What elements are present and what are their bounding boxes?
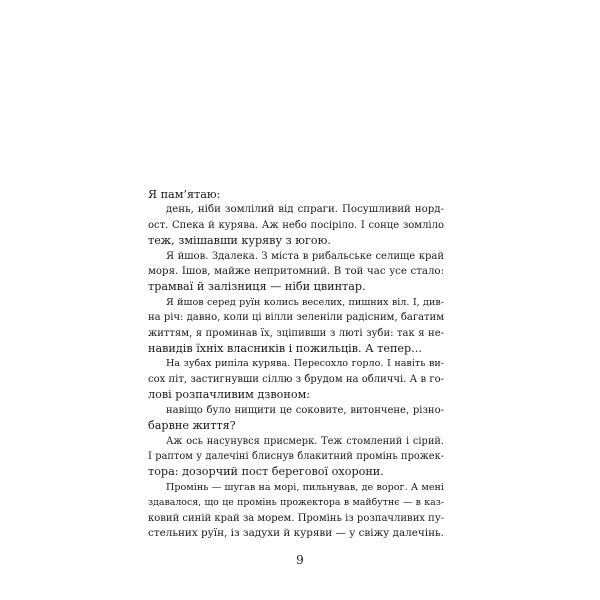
text-line: навидів їхніх власників і пожильців. А тепер... xyxy=(148,342,422,356)
text-line: на річ: давно, коли ці вілли зеленіли радісним, багатим xyxy=(148,312,444,324)
text-line: навіщо було нищити це соковите, витончене, різно- xyxy=(166,404,444,416)
text-line: барвне життя? xyxy=(148,419,236,433)
page-number: 9 xyxy=(296,553,304,567)
text-line: здавалося, що це промінь прожектора в майбутнє — в каз- xyxy=(148,497,444,509)
text-line: І раптом у далечіні блиснув блакитний промінь прожек- xyxy=(148,450,444,462)
text-line: стельних руїн, із задухи й куряви — у свіжу далечінь. xyxy=(148,526,444,539)
text-line: теж, змішавши куряву з югою. xyxy=(148,234,331,248)
text-line: життям, я проминав їх, зціпивши з люті зуби: так я не- xyxy=(148,327,444,339)
text-line: тора: дозорчий пост берегової охорони. xyxy=(148,465,384,479)
text-line: Я йшов серед руїн колись веселих, пишних віл. І, див- xyxy=(166,296,444,308)
text-line: трамваї й залізниця — ніби цвинтар. xyxy=(148,280,366,294)
text-line: На зубах рипіла курява. Пересохло горло. І навіть ви- xyxy=(166,358,444,370)
text-line: день, ніби зомлілий від спраги. Посушливий норд- xyxy=(166,204,444,216)
text-line: Я йшов. Здалека. З міста в рибальське селище край xyxy=(166,250,444,262)
body-text xyxy=(148,187,444,541)
text-line: лові розпачливим дзвоном: xyxy=(148,388,311,402)
text-line: сох піт, застигнувши сіллю з брудом на обличчі. А в го- xyxy=(148,373,444,385)
text-line: ост. Спека й курява. Аж небо посіріло. І сонце зомліло xyxy=(148,219,444,231)
text-line: Я пам’ятаю: xyxy=(148,188,221,201)
text-line: Аж ось насунувся присмерк. Теж стомлений і сірий. xyxy=(166,435,444,447)
text-line: Промінь — шугав на морі, пильнував, де ворог. А мені xyxy=(166,481,444,493)
text-line: ковий синій край за морем. Промінь із розпачливих пу- xyxy=(148,512,445,524)
text-line: моря. Ішов, майже непритомний. В той час усе стало: xyxy=(148,266,444,278)
